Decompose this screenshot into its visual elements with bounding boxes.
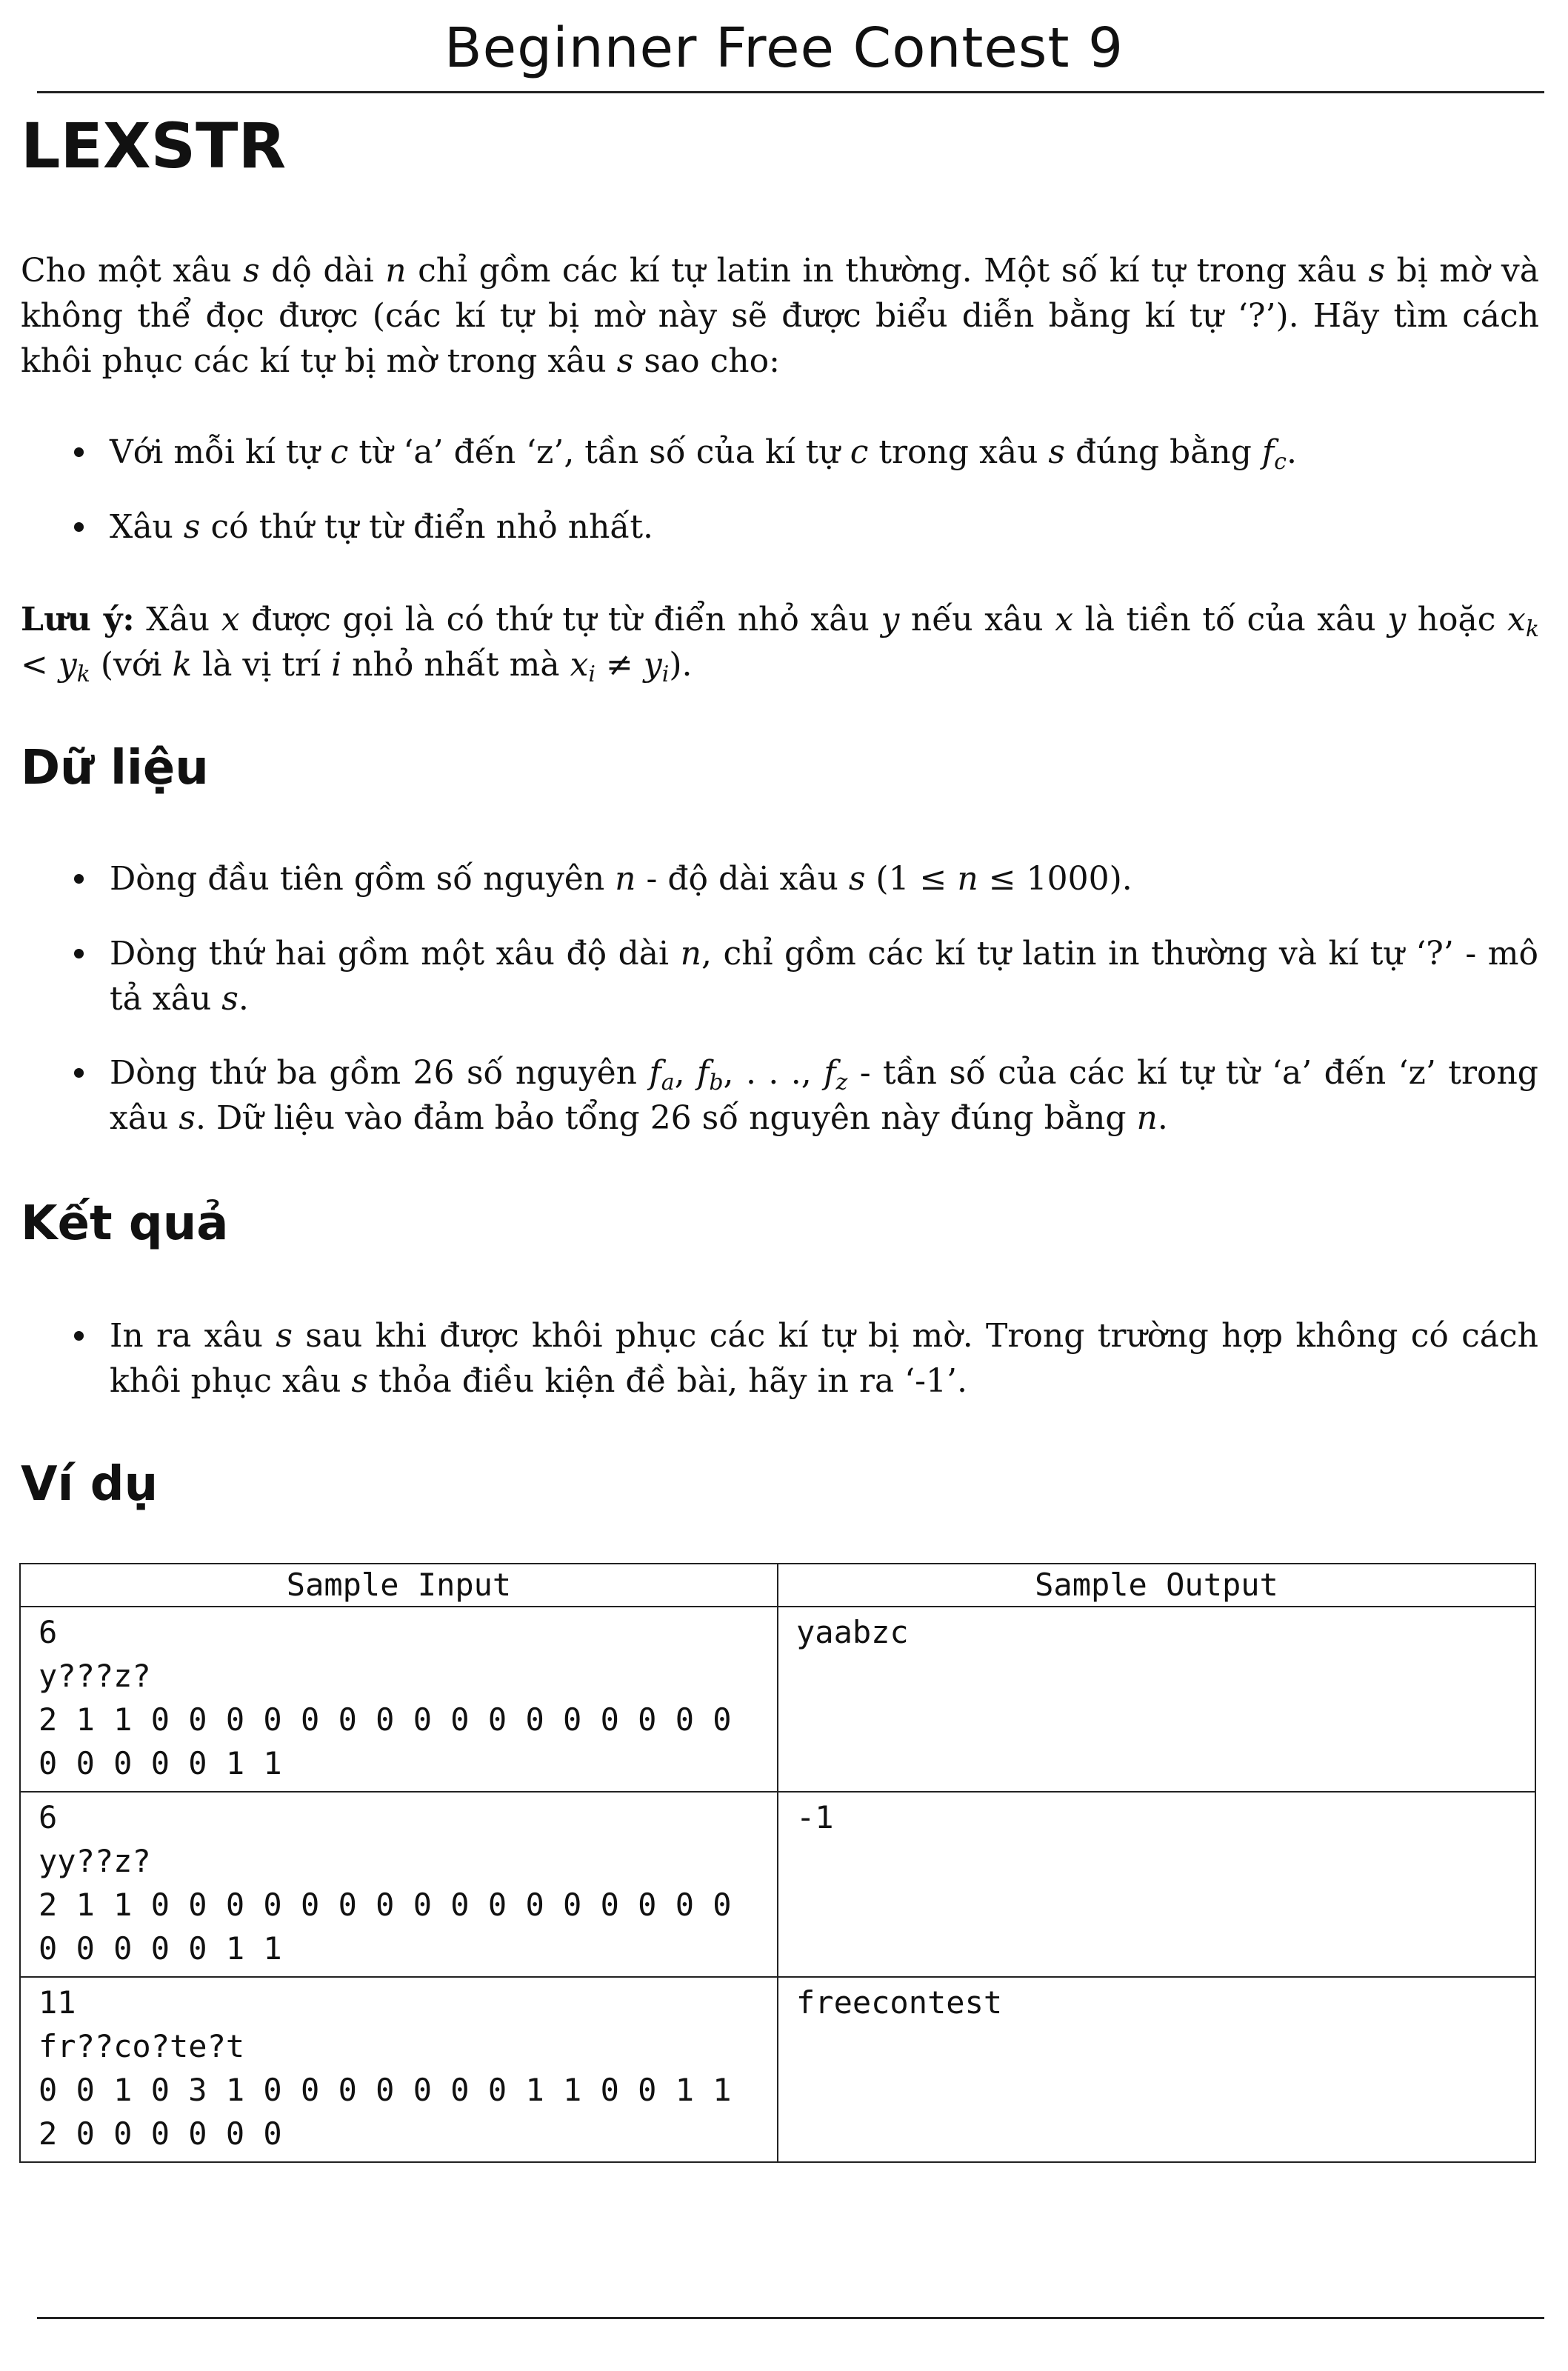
condition-item: Xâu s có thứ tự từ điển nhỏ nhất. bbox=[110, 508, 654, 546]
column-header-input: Sample Input bbox=[20, 1564, 778, 1607]
condition-item: Với mỗi kí tự c từ ‘a’ đến ‘z’, tần số của kí tự c trong xâu s đúng bằng $f_c$. bbox=[110, 433, 1297, 475]
table-row bbox=[20, 1792, 1535, 1977]
note-paragraph: Lưu ý: Xâu x được gọi là có thứ tự từ điển nhỏ xâu y nếu xâu x là tiền tố của xâu y hoặc $x_k < y_k$ (với k là vị trí i nhỏ nhất mà $x_i \ne y_i$). bbox=[21, 601, 1539, 687]
table-row bbox=[20, 1607, 1535, 1792]
input-item: Dòng thứ ba gồm 26 số nguyên $f_a$, $f_b$, . . ., $f_z$ - tần số của các kí tự từ ‘a’ đến ‘z’ trong xâu s. Dữ liệu vào đảm bảo tổng 26 số nguyên này đúng bằng n. bbox=[110, 1054, 1538, 1137]
sample-output-cell: -1 bbox=[778, 1792, 1535, 1977]
section-heading-output: Kết quả bbox=[21, 1196, 229, 1251]
bullet-icon bbox=[74, 874, 84, 884]
contest-title: Beginner Free Contest 9 bbox=[444, 16, 1124, 80]
bullet-icon bbox=[74, 949, 84, 958]
sample-output-cell: yaabzc bbox=[778, 1607, 1535, 1792]
footer-rule bbox=[37, 2317, 1544, 2319]
problem-statement: Cho một xâu s dộ dài n chỉ gồm các kí tự latin in thường. Một số kí tự trong xâu s bị mờ và không thể đọc được (các kí tự bị mờ này sẽ được biểu diễn bằng kí tự ‘?’). Hãy tìm cách khôi phục các kí tự bị mờ trong xâu s sao cho: bbox=[21, 252, 1539, 380]
column-header-output: Sample Output bbox=[778, 1564, 1535, 1607]
section-heading-examples: Ví dụ bbox=[21, 1457, 159, 1512]
bullet-icon bbox=[74, 522, 84, 532]
problem-title: LEXSTR bbox=[21, 110, 287, 182]
sample-input-cell: 6 y???z? 2 1 1 0 0 0 0 0 0 0 0 0 0 0 0 0 0 0 0 0 0 0 0 0 1 1 bbox=[20, 1607, 778, 1792]
table-row bbox=[20, 1977, 1535, 2162]
section-heading-input: Dữ liệu bbox=[21, 741, 209, 796]
input-item: Dòng thứ hai gồm một xâu độ dài n, chỉ gồm các kí tự latin in thường và kí tự ‘?’ - mô tả xâu s. bbox=[110, 935, 1538, 1018]
bullet-icon bbox=[74, 1331, 84, 1341]
samples-table bbox=[19, 1563, 1536, 2163]
table-header-row bbox=[20, 1564, 1535, 1607]
sample-output-cell: freecontest bbox=[778, 1977, 1535, 2162]
output-item: In ra xâu s sau khi được khôi phục các kí tự bị mờ. Trong trường hợp không có cách khôi phục xâu s thỏa điều kiện đề bài, hãy in ra ‘-1’. bbox=[110, 1317, 1539, 1400]
bullet-icon bbox=[74, 1068, 84, 1078]
input-item: Dòng đầu tiên gồm số nguyên n - độ dài xâu s (1 ≤ n ≤ 1000). bbox=[110, 860, 1132, 898]
sample-input-cell: 11 fr??co?te?t 0 0 1 0 3 1 0 0 0 0 0 0 0 1 1 0 0 1 1 2 0 0 0 0 0 0 bbox=[20, 1977, 778, 2162]
sample-input-cell: 6 yy??z? 2 1 1 0 0 0 0 0 0 0 0 0 0 0 0 0 0 0 0 0 0 0 0 0 1 1 bbox=[20, 1792, 778, 1977]
header-rule bbox=[37, 91, 1544, 93]
bullet-icon bbox=[74, 447, 84, 457]
